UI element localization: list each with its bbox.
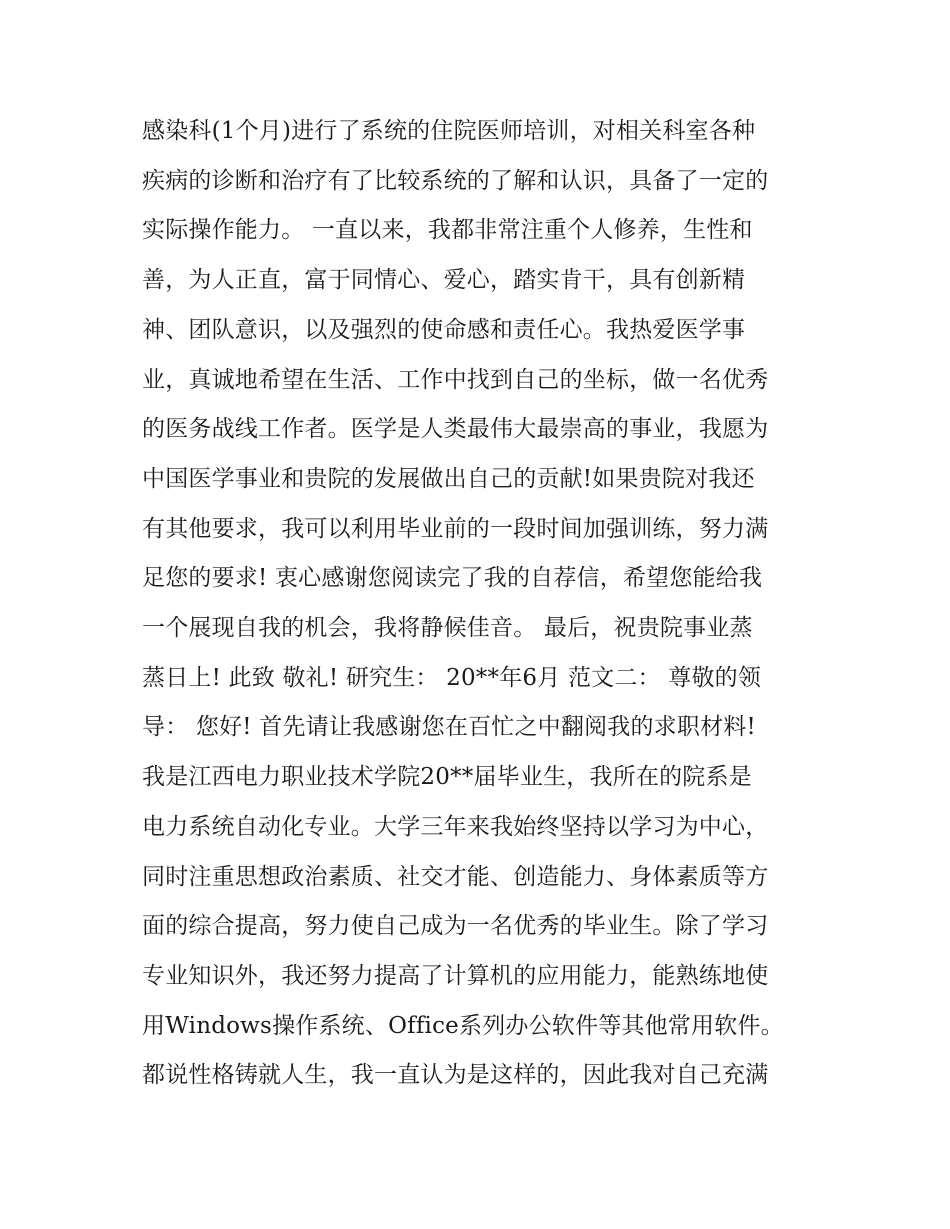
text-line: 导： 您好! 首先请让我感谢您在百忙之中翻阅我的求职材料! (142, 714, 756, 740)
text-line: 面的综合提高，努力使自己成为一名优秀的毕业生。除了学习 (142, 913, 769, 939)
text-line: 疾病的诊断和治疗有了比较系统的了解和认识，具备了一定的 (142, 168, 769, 194)
text-line: 电力系统自动化专业。大学三年来我始终坚持以学习为中心， (142, 814, 769, 840)
text-line: 善，为人正直，富于同情心、爱心，踏实肯干，具有创新精 (142, 267, 746, 293)
text-line: 神、团队意识，以及强烈的使命感和责任心。我热爱医学事 (142, 317, 746, 343)
text-line: 业，真诚地希望在生活、工作中找到自己的坐标，做一名优秀 (142, 367, 769, 393)
text-line: 足您的要求! 衷心感谢您阅读完了我的自荐信，希望您能给我 (142, 565, 763, 591)
text-line: 都说性格铸就人生，我一直认为是这样的，因此我对自己充满 (142, 1062, 769, 1088)
text-line: 实际操作能力。 一直以来，我都非常注重个人修养，生性和 (142, 217, 753, 243)
text-line: 我是江西电力职业技术学院20**届毕业生，我所在的院系是 (142, 764, 752, 790)
text-line: 中国医学事业和贵院的发展做出自己的贡献!如果贵院对我还 (142, 466, 755, 492)
text-line: 用Windows操作系统、Office系列办公软件等其他常用软件。 (142, 1013, 784, 1039)
text-line: 的医务战线工作者。医学是人类最伟大最崇高的事业，我愿为 (142, 416, 769, 442)
text-line: 有其他要求，我可以利用毕业前的一段时间加强训练，努力满 (142, 516, 769, 542)
text-line: 蒸日上! 此致 敬礼! 研究生： 20**年6月 范文二： 尊敬的领 (142, 665, 762, 691)
text-line: 同时注重思想政治素质、社交才能、创造能力、身体素质等方 (142, 864, 769, 890)
text-line: 一个展现自我的机会，我将静候佳音。 最后，祝贵院事业蒸 (142, 615, 753, 641)
text-line: 感染科(1个月)进行了系统的住院医师培训，对相关科室各种 (142, 118, 756, 144)
text-line: 专业知识外，我还努力提高了计算机的应用能力，能熟练地使 (142, 963, 769, 989)
